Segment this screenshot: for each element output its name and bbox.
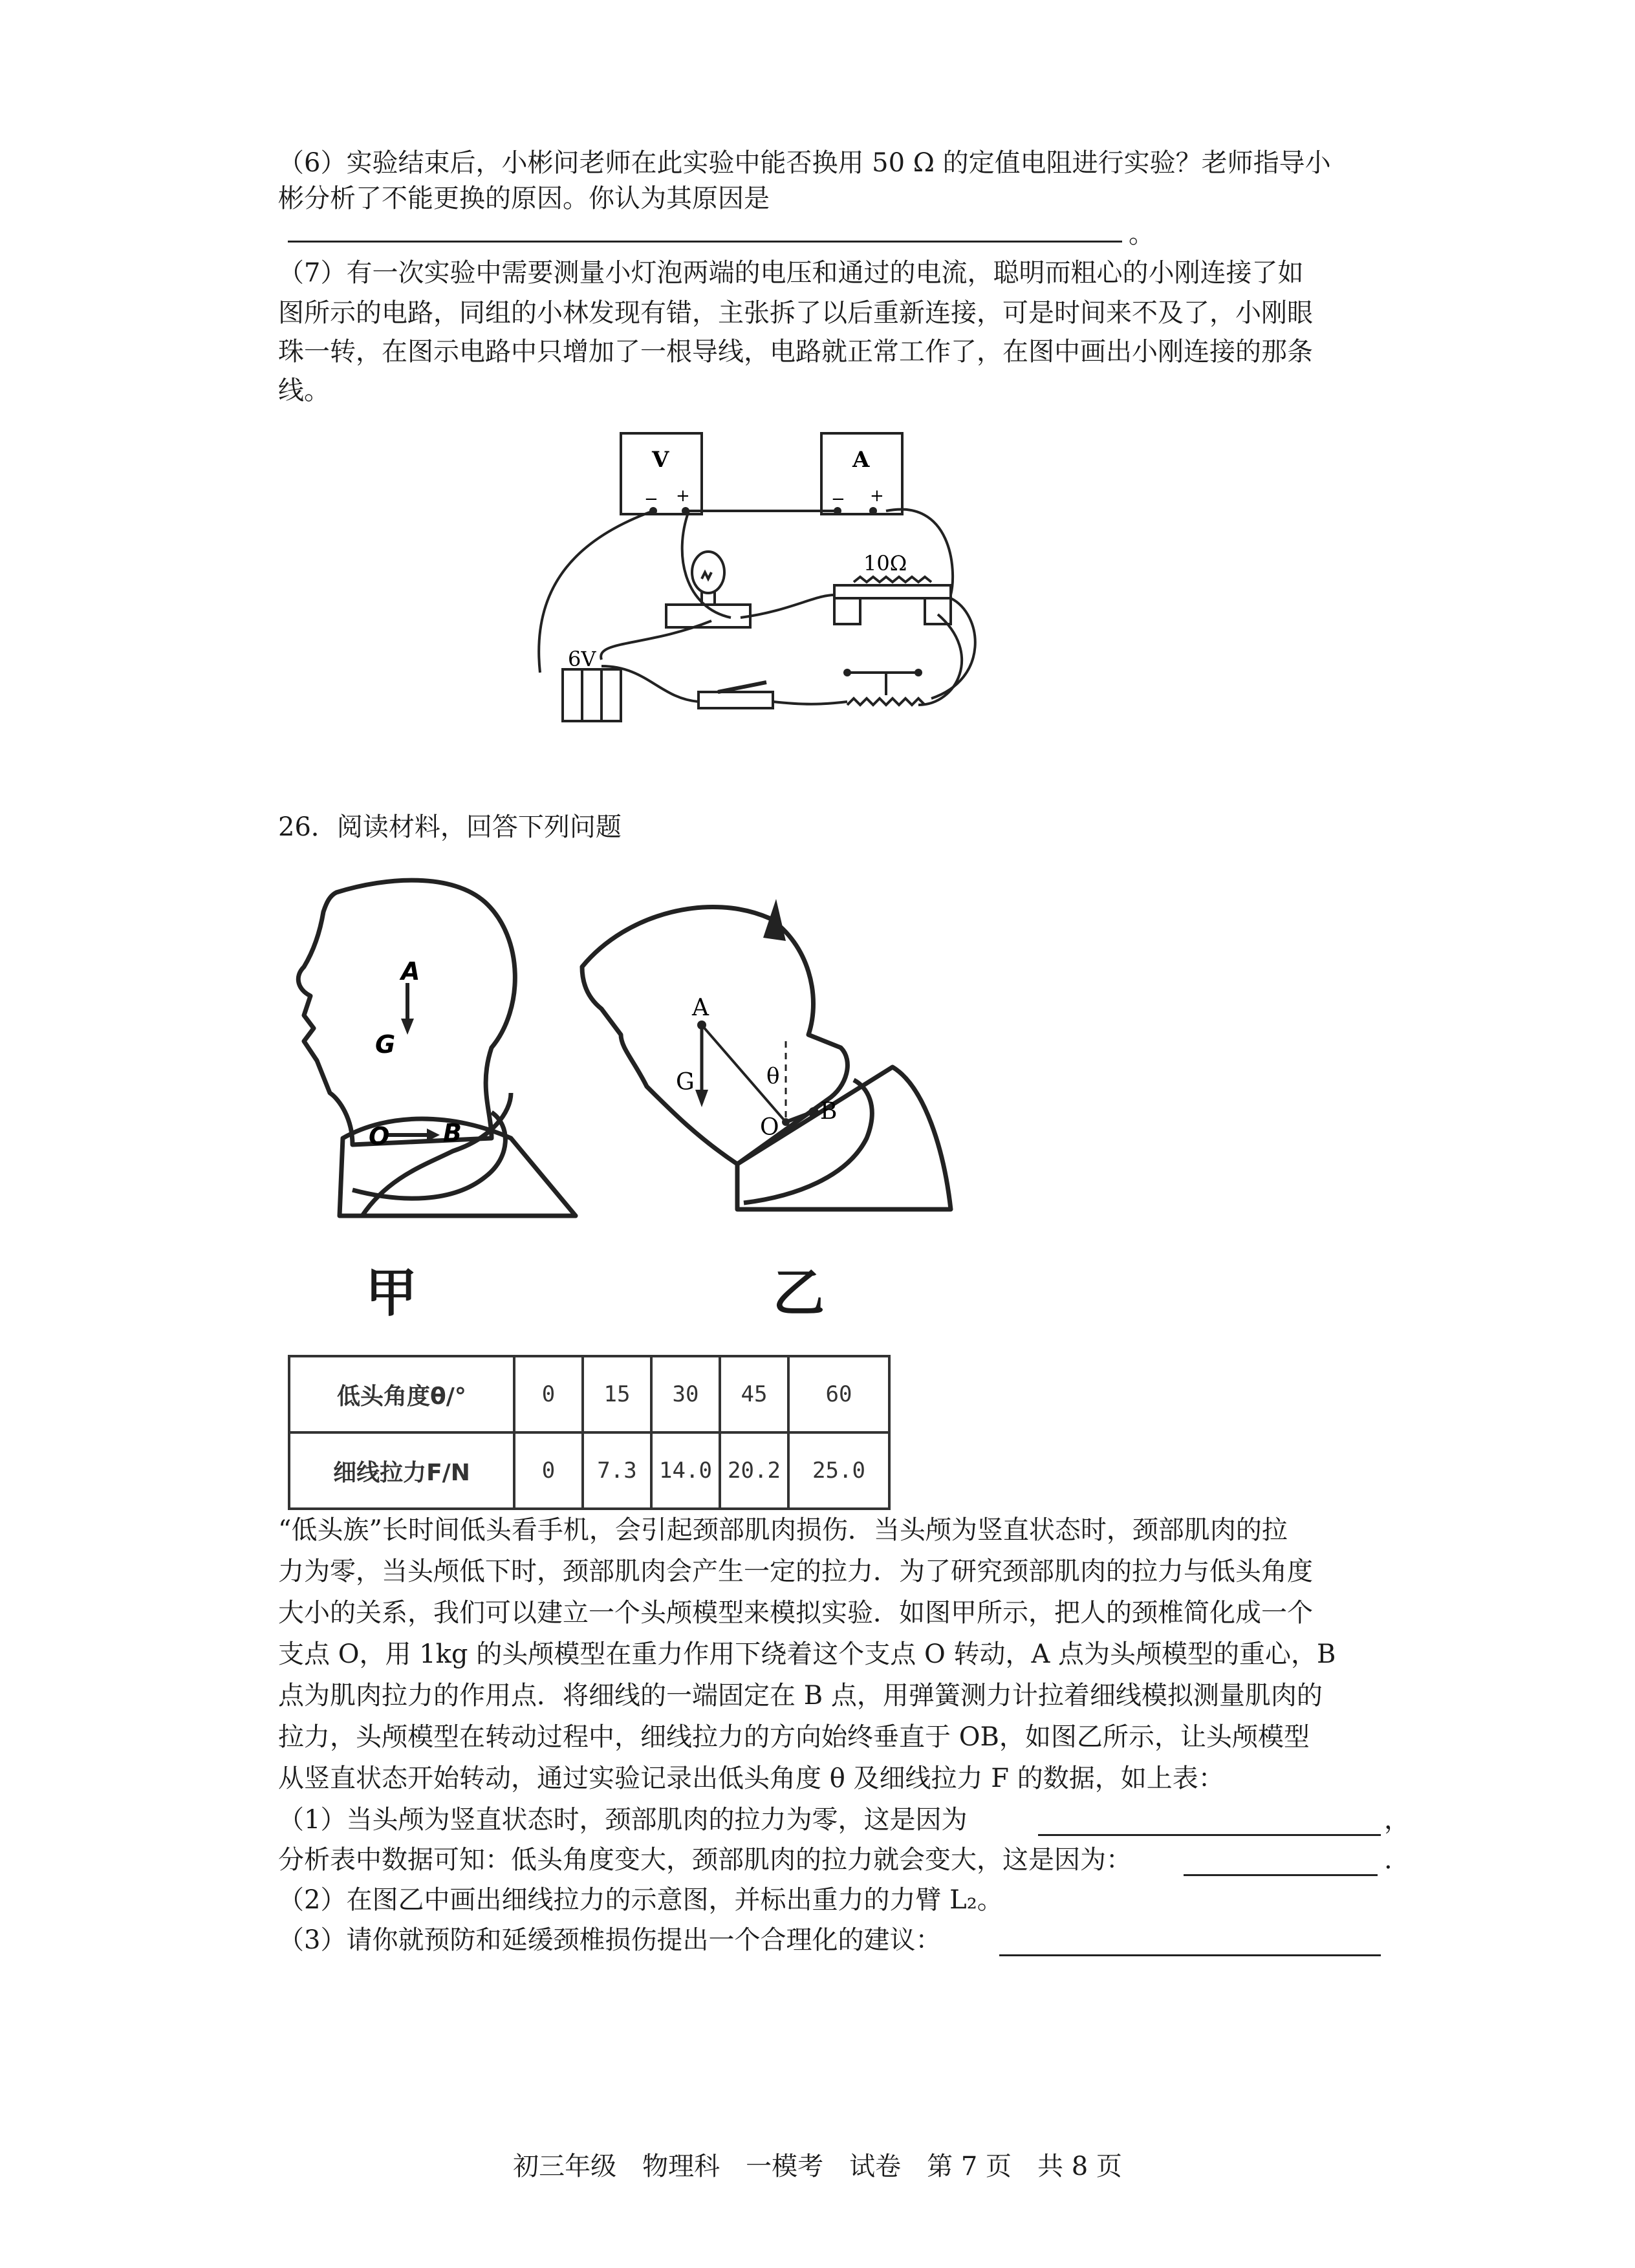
fig-yi-label: 乙 — [773, 1263, 825, 1323]
neck-curve-yi — [744, 1080, 872, 1203]
q26-title: 26．阅读材料，回答下列问题 — [278, 812, 622, 842]
page-footer: 初三年级 物理科 一模考 试卷 第 7 页 共 8 页 — [513, 2152, 1122, 2181]
q26-para-line: 点为肌肉拉力的作用点．将细线的一端固定在 B 点，用弹簧测力计拉着细线模拟测量肌肉的 — [278, 1681, 1323, 1711]
voltmeter-minus: − — [644, 490, 658, 509]
jia-label-g: G — [375, 1030, 396, 1059]
yi-label-g: G — [676, 1069, 695, 1096]
answer-blank-q1a[interactable] — [1038, 1834, 1381, 1836]
table-cell: 0 — [514, 1356, 583, 1432]
table-head-force: 细线拉力F/N — [289, 1432, 514, 1509]
table-head-angle: 低头角度θ/° — [289, 1356, 514, 1432]
yi-label-b: B — [820, 1098, 838, 1125]
q26-para-line: 大小的关系，我们可以建立一个头颅模型来模拟实验．如图甲所示，把人的颈椎简化成一个 — [278, 1598, 1313, 1628]
ammeter-label: A — [852, 447, 870, 473]
jia-label-a: A — [401, 957, 420, 986]
ammeter-plus: + — [870, 486, 884, 506]
resistor-label: 10Ω — [863, 551, 907, 576]
q25-p7-line1: （7）有一次实验中需要测量小灯泡两端的电压和通过的电流，聪明而粗心的小刚连接了如 — [278, 258, 1304, 288]
jia-label-o: O — [369, 1122, 390, 1150]
head-yi-outline — [582, 907, 847, 1164]
table-cell: 7.3 — [583, 1432, 651, 1509]
fig-jia-label: 甲 — [365, 1263, 417, 1323]
q26-q2: （2）在图乙中画出细线拉力的示意图，并标出重力的力臂 L₂。 — [278, 1885, 1003, 1915]
q25-p6-end: 。 — [1129, 219, 1154, 249]
q25-p6-line1: （6）实验结束后，小彬问老师在此实验中能否换用 50 Ω 的定值电阻进行实验？老师指导小 — [278, 148, 1331, 178]
answer-blank-q1b[interactable] — [1184, 1874, 1378, 1876]
table-row — [289, 1356, 889, 1432]
table-row — [289, 1432, 889, 1509]
table-cell: 14.0 — [651, 1432, 720, 1509]
q26-para-line: 力为零，当头颅低下时，颈部肌肉会产生一定的拉力．为了研究颈部肌肉的拉力与低头角度 — [278, 1557, 1313, 1586]
yi-label-o: O — [760, 1114, 779, 1141]
table-cell: 45 — [720, 1356, 788, 1432]
table-cell: 25.0 — [788, 1432, 889, 1509]
table-cell: 15 — [583, 1356, 651, 1432]
ammeter-minus: − — [831, 490, 845, 509]
table-cell: 20.2 — [720, 1432, 788, 1509]
q26-q1a-end: ， — [1384, 1805, 1410, 1835]
q26-para-line: 拉力，头颅模型在转动过程中，细线拉力的方向始终垂直于 OB，如图乙所示，让头颅模型 — [278, 1722, 1310, 1752]
q26-q1b: 分析表中数据可知：低头角度变大，颈部肌肉的拉力就会变大，这是因为： — [278, 1845, 1132, 1875]
q25-p7-line4: 线。 — [278, 376, 330, 405]
voltmeter-label: V — [652, 447, 669, 473]
q25-p6-line2: 彬分析了不能更换的原因。你认为其原因是 — [278, 184, 770, 213]
voltmeter-plus: + — [676, 486, 690, 506]
q26-para-line: “低头族”长时间低头看手机，会引起颈部肌肉损伤．当头颅为竖直状态时，颈部肌肉的拉 — [278, 1515, 1288, 1545]
yi-label-a: A — [692, 995, 709, 1021]
jia-label-b: B — [443, 1119, 462, 1147]
yi-label-theta: θ — [766, 1063, 780, 1089]
table-cell: 0 — [514, 1432, 583, 1509]
answer-blank-q3[interactable] — [999, 1954, 1381, 1956]
table-cell: 60 — [788, 1356, 889, 1432]
q26-q1b-end: . — [1384, 1845, 1392, 1875]
q26-para-line: 支点 O，用 1kg 的头颅模型在重力作用下绕着这个支点 O 转动，A 点为头颅模型的重心，B — [278, 1639, 1336, 1669]
q25-p7-line3: 珠一转，在图示电路中只增加了一根导线，电路就正常工作了，在图中画出小刚连接的那条 — [278, 337, 1313, 367]
q26-q1a: （1）当头颅为竖直状态时，颈部肌肉的拉力为零，这是因为 — [278, 1805, 968, 1835]
q25-p7-line2: 图所示的电路，同组的小林发现有错，主张拆了以后重新连接，可是时间来不及了，小刚眼 — [278, 298, 1313, 328]
battery-label: 6V — [568, 647, 596, 671]
table-cell: 30 — [651, 1356, 720, 1432]
q26-q3: （3）请你就预防和延缓颈椎损伤提出一个合理化的建议： — [278, 1925, 942, 1955]
angle-force-table — [288, 1355, 891, 1510]
q26-para-line: 从竖直状态开始转动，通过实验记录出低头角度 θ 及细线拉力 F 的数据，如上表： — [278, 1764, 1224, 1793]
